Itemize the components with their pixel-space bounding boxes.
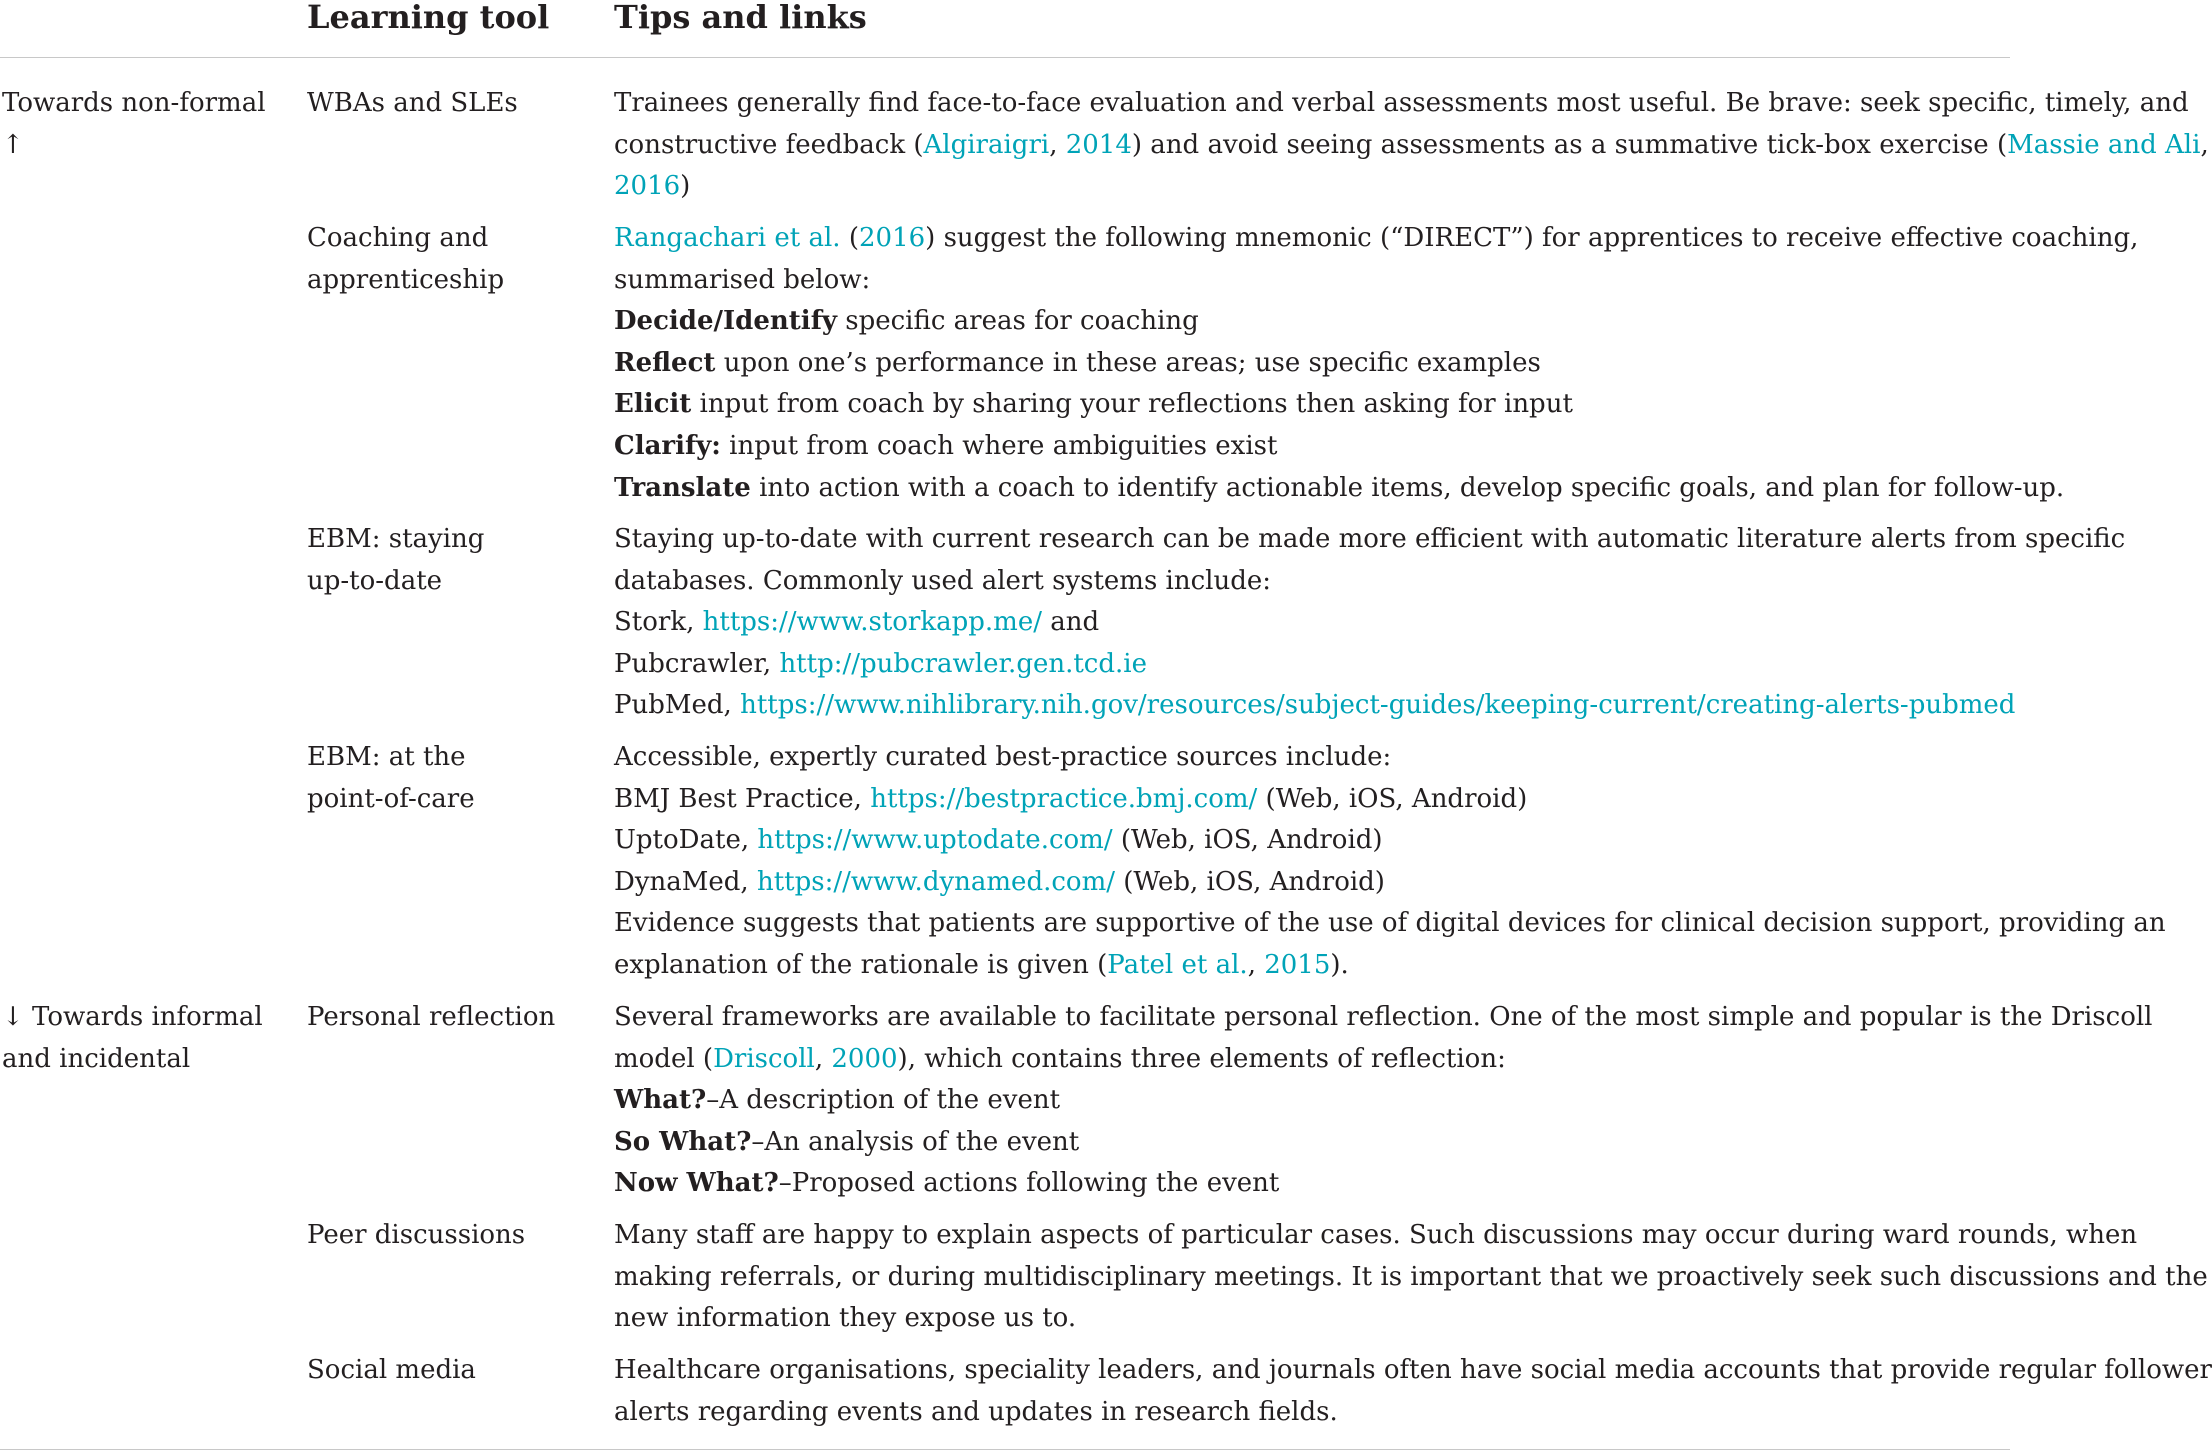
tips-text: into action with a coach to identify actionable items, develop specific goals, and plan for follow-up. (750, 472, 2065, 503)
tips-line (614, 301, 2004, 343)
reference-link[interactable]: 2016 (858, 223, 926, 253)
tips-cell (614, 737, 2166, 987)
orientation-label-informal: ↓ Towards informal and incidental (2, 1002, 263, 1074)
reference-link[interactable]: https://www.dynamed.com/ (756, 866, 1115, 897)
tool-cell (307, 1215, 597, 1257)
tips-line (614, 1392, 2004, 1434)
tips-line (614, 862, 2004, 904)
tips-line (614, 685, 2016, 727)
tips-cell (614, 1350, 2212, 1433)
mnemonic-term: Translate (614, 472, 751, 503)
tips-line (614, 468, 2065, 510)
tips-text: Many staff are happy to explain aspects of particular cases. Such discussions may occur during ward rounds, when (614, 1220, 2138, 1250)
tool-name-line: WBAs and SLEs (307, 88, 518, 118)
tips-text: ). (1330, 949, 1349, 980)
tips-line (614, 1122, 2004, 1164)
mnemonic-term: Reflect (614, 347, 716, 378)
tips-text: new information they expose us to. (614, 1303, 1077, 1334)
tips-text: UptoDate, (614, 825, 758, 856)
tool-cell (307, 218, 597, 301)
mnemonic-term: So What? (614, 1126, 752, 1157)
tips-text: –A description of the event (706, 1085, 1061, 1116)
reference-link[interactable]: 2014 (1065, 129, 1132, 160)
tool-name-line: EBM: staying (307, 524, 485, 554)
tips-line (614, 519, 2126, 561)
tips-text: Pubcrawler, (614, 648, 780, 679)
tips-line (614, 125, 2209, 167)
tips-text: ), which contains three elements of reflection: (897, 1043, 1506, 1074)
tool-cell (307, 737, 597, 820)
tips-text: DynaMed, (614, 866, 757, 897)
tool-name-line: point-of-care (307, 783, 475, 814)
reference-link[interactable]: https://www.uptodate.com/ (757, 825, 1113, 856)
tips-line (614, 820, 2004, 862)
tool-name-line: up-to-date (307, 565, 443, 596)
tips-text: Evidence suggests that patients are supportive of the use of digital devices for clinical decision support, providing an (614, 908, 2166, 939)
tips-text: ) and avoid seeing assessments as a summative tick-box exercise ( (1131, 129, 2008, 160)
tips-text: Staying up-to-date with current research can be made more efficient with automatic literature alerts from specific (614, 524, 2126, 554)
mnemonic-term: Now What? (614, 1168, 779, 1199)
column-header-tips-and-links: Tips and links (614, 0, 867, 36)
tips-text: explanation of the rationale is given ( (614, 949, 1108, 980)
tips-line (614, 737, 2004, 779)
tips-text: specific areas for coaching (836, 306, 1199, 337)
tips-text: , (2200, 129, 2209, 160)
tips-line (614, 602, 2004, 644)
tool-name-line: Peer discussions (307, 1220, 526, 1250)
tool-name-line: Social media (307, 1355, 476, 1385)
orientation-label-non-formal: Towards non-formal ↑ (2, 83, 302, 166)
tool-cell (307, 1350, 597, 1392)
tips-text: and (1041, 607, 1100, 638)
reference-link[interactable]: Rangachari et al. (614, 223, 841, 253)
mnemonic-term: What? (614, 1085, 707, 1116)
tips-line (614, 903, 2166, 945)
tips-line (614, 1257, 2208, 1299)
reference-link[interactable]: 2000 (831, 1043, 898, 1074)
tips-text: BMJ Best Practice, (614, 783, 871, 814)
tips-text: –Proposed actions following the event (778, 1168, 1280, 1199)
reference-link[interactable]: Patel et al. (1107, 949, 1248, 980)
tips-line (614, 644, 2004, 686)
tips-text: (Web, iOS, Android) (1114, 866, 1385, 897)
tips-text: (Web, iOS, Android) (1112, 825, 1383, 856)
table-bottom-divider (0, 1449, 2010, 1450)
tips-text: model ( (614, 1043, 714, 1074)
tips-line (614, 945, 2004, 987)
tips-text: Trainees generally find face-to-face evaluation and verbal assessments most useful. Be brave: seek specific, timely, and (614, 88, 2189, 118)
up-arrow-icon: ↑ (2, 129, 24, 160)
tips-text: PubMed, (614, 690, 741, 721)
tips-text: , (1247, 949, 1265, 980)
tips-line (614, 384, 2004, 426)
tips-line (614, 1298, 2004, 1340)
tips-text: ) (680, 171, 691, 202)
tool-cell (307, 83, 597, 125)
tool-name-line: Personal reflection (307, 1002, 556, 1032)
tips-line (614, 343, 2004, 385)
tips-line (614, 218, 2139, 260)
reference-link[interactable]: 2016 (614, 171, 681, 202)
tips-text: (Web, iOS, Android) (1257, 783, 1528, 814)
tips-cell (614, 519, 2126, 727)
reference-link[interactable]: Driscoll (713, 1043, 815, 1074)
mnemonic-term: Clarify: (614, 430, 721, 461)
tips-cell (614, 218, 2139, 509)
tips-text: –An analysis of the event (751, 1126, 1080, 1157)
reference-link[interactable]: Massie and Ali (2007, 129, 2201, 160)
tips-text: Stork, (614, 607, 703, 638)
tool-cell (307, 997, 597, 1039)
tips-line (614, 997, 2153, 1039)
tips-text: Healthcare organisations, speciality leaders, and journals often have social media accounts that provide regular follower (614, 1355, 2212, 1385)
tips-line (614, 1215, 2138, 1257)
reference-link[interactable]: 2015 (1264, 949, 1331, 980)
tips-line (614, 1163, 2004, 1205)
tips-text: summarised below: (614, 264, 871, 295)
tips-cell (614, 1215, 2208, 1340)
mnemonic-term: Elicit (614, 389, 692, 420)
tips-text: input from coach by sharing your reflections then asking for input (691, 389, 1573, 420)
tips-text: Several frameworks are available to facilitate personal reflection. One of the most simple and popular is the Driscoll (614, 1002, 2153, 1032)
tips-text: ( (840, 223, 859, 253)
tool-name-line: Coaching and (307, 223, 489, 253)
tips-line (614, 426, 2004, 468)
column-header-learning-tool: Learning tool (307, 0, 550, 36)
reference-link[interactable]: Algiraigri (923, 129, 1050, 160)
tips-line (614, 1039, 2004, 1081)
tips-line (614, 260, 2004, 302)
reference-link[interactable]: https://www.storkapp.me/ (702, 607, 1042, 638)
tips-text: constructive feedback ( (614, 129, 924, 160)
tips-cell (614, 997, 2153, 1205)
mnemonic-term: Decide/Identify (614, 306, 837, 337)
tips-line (614, 1350, 2212, 1392)
tips-line (614, 1080, 2004, 1122)
tool-cell (307, 519, 597, 602)
tips-text: upon one’s performance in these areas; use specific examples (715, 347, 1541, 378)
tips-text: input from coach where ambiguities exist (720, 430, 1278, 461)
header-divider (0, 57, 2010, 58)
tool-name-line: EBM: at the (307, 742, 466, 772)
tips-text: Accessible, expertly curated best-practice sources include: (614, 742, 1392, 772)
tips-line (614, 561, 2004, 603)
tips-text: making referrals, or during multidisciplinary meetings. It is important that we proactively seek such discussions and the (614, 1261, 2208, 1292)
tips-text: , (814, 1043, 832, 1074)
reference-link[interactable]: http://pubcrawler.gen.tcd.ie (779, 648, 1147, 679)
reference-link[interactable]: https://bestpractice.bmj.com/ (870, 783, 1258, 814)
tips-text: ) suggest the following mnemonic (“DIRECT”) for apprentices to receive effective coaching, (925, 223, 2139, 253)
tips-cell (614, 83, 2209, 208)
tips-text: , (1049, 129, 1066, 160)
tips-line (614, 779, 2004, 821)
tips-text: alerts regarding events and updates in research fields. (614, 1396, 1338, 1427)
tips-text: databases. Commonly used alert systems include: (614, 565, 1272, 596)
tips-line (614, 166, 2004, 208)
reference-link[interactable]: https://www.nihlibrary.nih.gov/resources/subject-guides/keeping-current/creating-alerts-pubmed (740, 690, 2016, 721)
tips-line (614, 83, 2189, 125)
tool-name-line: apprenticeship (307, 264, 505, 295)
